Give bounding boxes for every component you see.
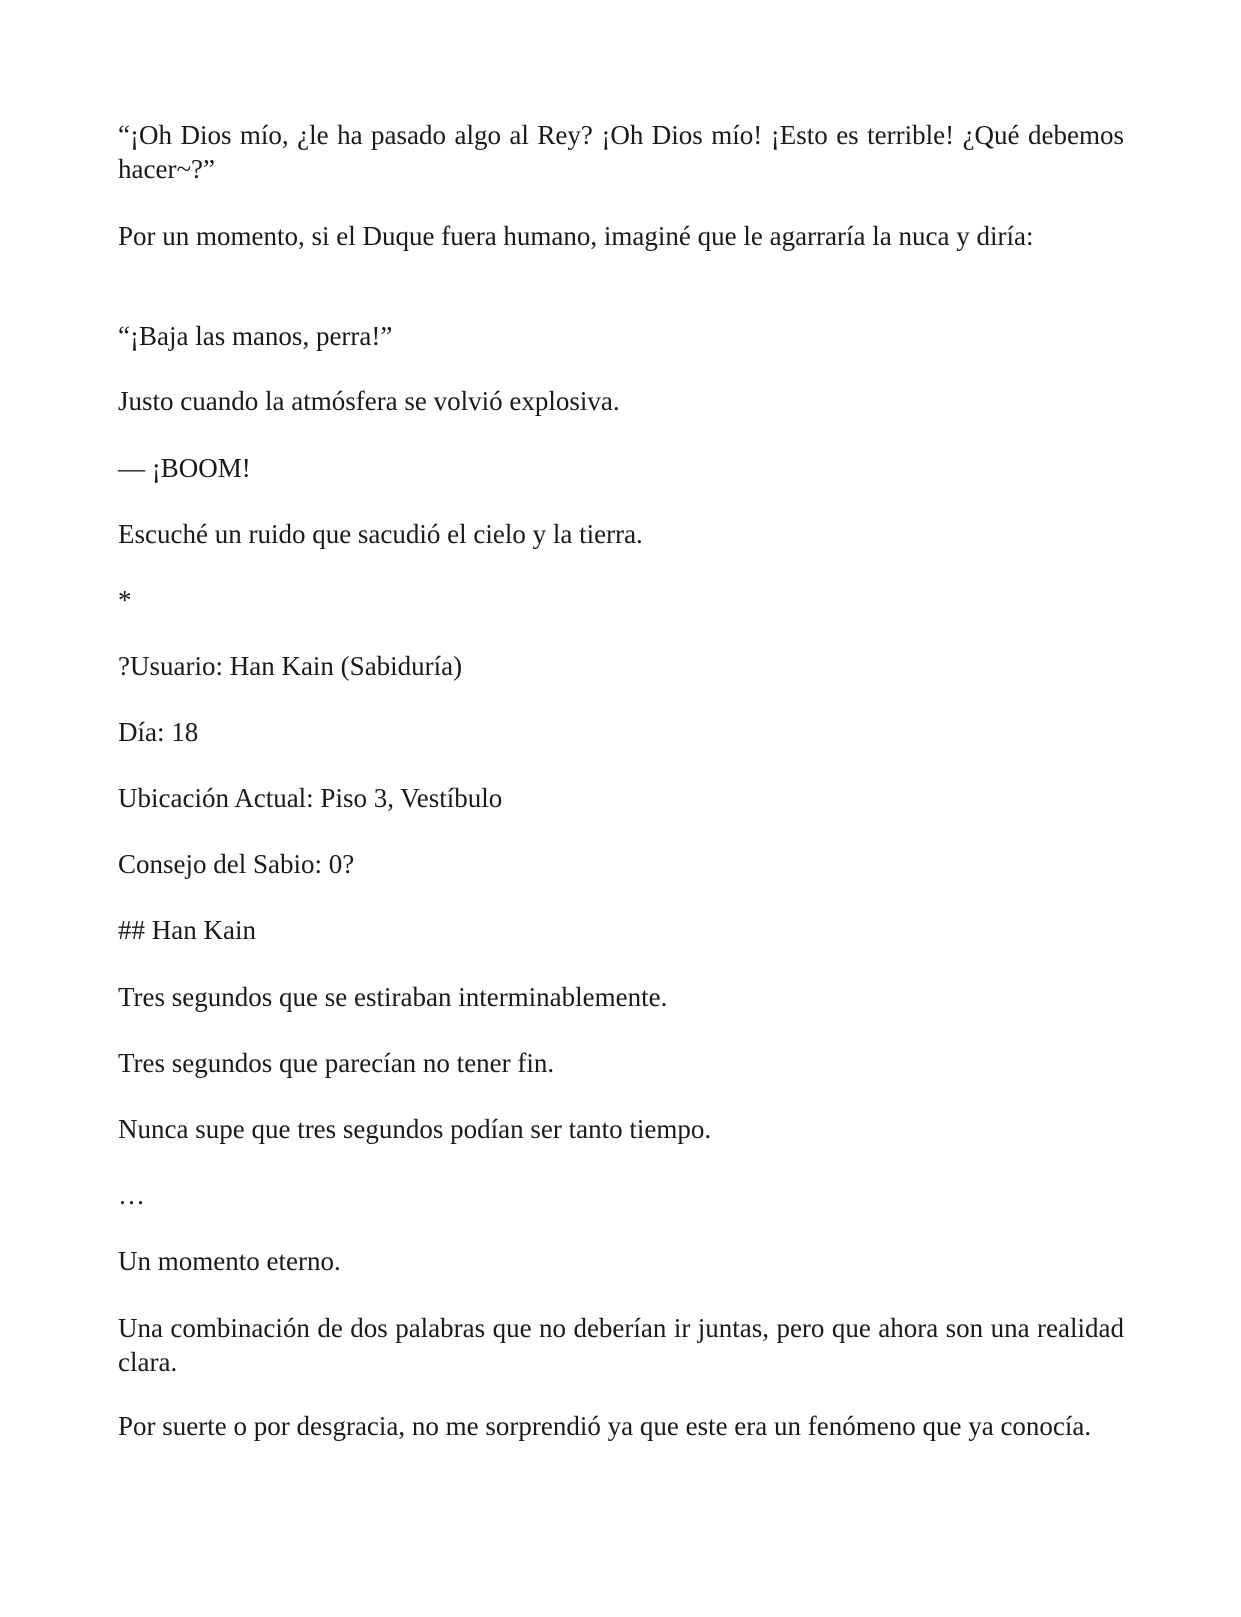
paragraph-13: Tres segundos que se estiraban interminablemente. bbox=[118, 982, 668, 1012]
status-advice: Consejo del Sabio: 0? bbox=[118, 849, 355, 879]
paragraph-2: Por un momento, si el Duque fuera humano, imaginé que le agarraría la nuca y diría: bbox=[118, 221, 1034, 251]
status-day: Día: 18 bbox=[118, 717, 199, 747]
paragraph-15: Nunca supe que tres segundos podían ser tanto tiempo. bbox=[118, 1114, 712, 1144]
status-user: ?Usuario: Han Kain (Sabiduría) bbox=[118, 651, 463, 681]
paragraph-3: “¡Baja las manos, perra!” bbox=[118, 321, 393, 351]
paragraph-17: Un momento eterno. bbox=[118, 1246, 341, 1276]
paragraph-5: — ¡BOOM! bbox=[118, 453, 251, 483]
scene-break: * bbox=[118, 585, 132, 615]
section-heading: ## Han Kain bbox=[118, 915, 256, 945]
ellipsis-break: … bbox=[118, 1180, 145, 1210]
paragraph-1: “¡Oh Dios mío, ¿le ha pasado algo al Rey? ¡Oh Dios mío! ¡Esto es terrible! ¿Qué debemos hacer~?” bbox=[118, 120, 1124, 184]
status-location: Ubicación Actual: Piso 3, Vestíbulo bbox=[118, 783, 503, 813]
paragraph-14: Tres segundos que parecían no tener fin. bbox=[118, 1048, 555, 1078]
paragraph-4: Justo cuando la atmósfera se volvió explosiva. bbox=[118, 386, 620, 416]
paragraph-6: Escuché un ruido que sacudió el cielo y la tierra. bbox=[118, 519, 643, 549]
paragraph-19: Por suerte o por desgracia, no me sorprendió ya que este era un fenómeno que ya conocía. bbox=[118, 1411, 1092, 1441]
paragraph-18: Una combinación de dos palabras que no deberían ir juntas, pero que ahora son una realidad clara. bbox=[118, 1313, 1124, 1377]
